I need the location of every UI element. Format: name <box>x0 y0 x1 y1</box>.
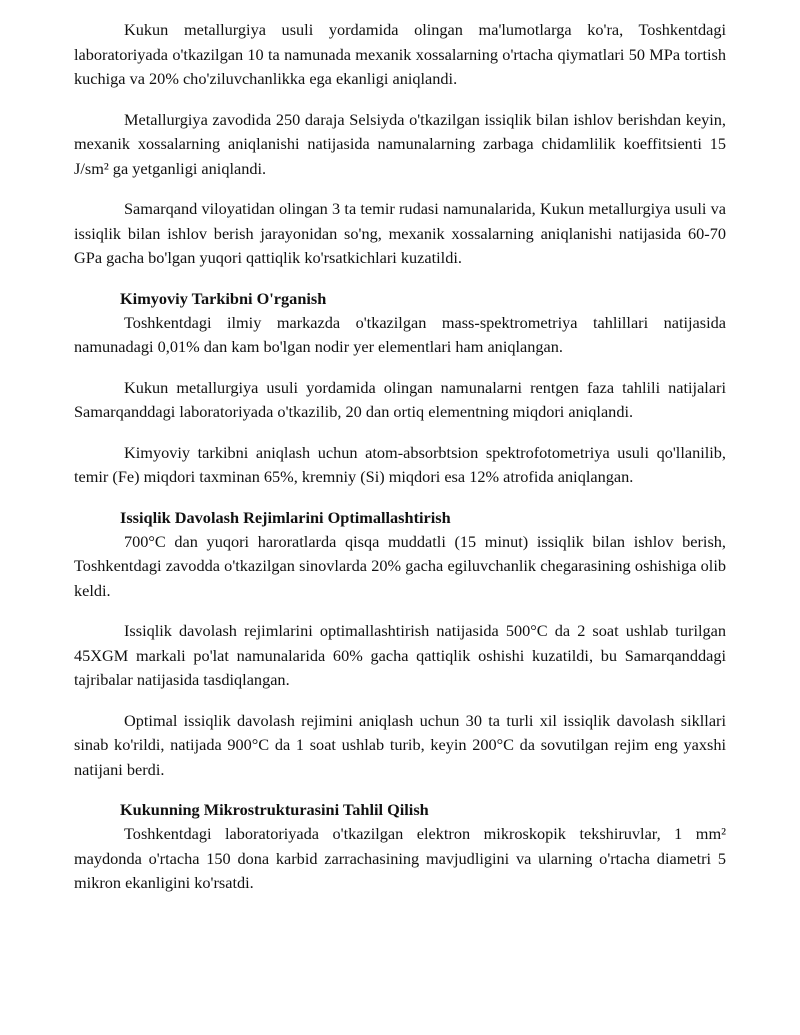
chemical-paragraph-1: Toshkentdagi ilmiy markazda o'tkazilgan mass-spektrometriya tahlillari natijasida namunadagi 0,01% dan kam bo'lgan nodir yer elementlari ham aniqlangan. <box>74 312 726 356</box>
heat-paragraph-1: 700°C dan yuqori haroratlarda qisqa muddatli (15 minut) issiqlik bilan ishlov berish, Toshkentdagi zavodda o'tkazilgan sinovlarda 20% gacha egiluvchanlik chegarasining oshishiga olib keldi. <box>74 531 726 600</box>
microstructure-paragraph-1: Toshkentdagi laboratoriyada o'tkazilgan elektron mikroskopik tekshiruvlar, 1 mm² maydonda o'rtacha 150 dona karbid zarrachasining mavjudligini va ularning o'rtacha diametri 5 mikron ekanligini ko'rsatdi. <box>74 824 726 892</box>
section-heading-chemical-composition: Kimyoviy Tarkibni O'rganish <box>120 288 327 308</box>
heat-paragraph-2: Issiqlik davolash rejimlarini optimallashtirish natijasida 500°C da 2 soat ushlab turilgan 45XGM markali po'lat namunalarida 60% gacha qattiqlik oshishi kuzatildi, bu Samarqanddagi tajribalar natijasida tasdiqlangan. <box>74 621 726 689</box>
intro-paragraph-1: Kukun metallurgiya usuli yordamida olingan ma'lumotlarga ko'ra, Toshkentdagi laboratoriyada o'tkazilgan 10 ta namunada mexanik xossalarning o'rtacha qiymatlari 50 MPa tortish kuchiga va 20% cho'ziluvchanlikka ega ekanligi aniqlandi. <box>74 20 726 88</box>
chemical-paragraph-3: Kimyoviy tarkibni aniqlash uchun atom-absorbtsion spektrofotometriya usuli qo'llanilib, temir (Fe) miqdori taxminan 65%, kremniy (Si) miqdori esa 12% atrofida aniqlangan. <box>74 442 726 486</box>
intro-paragraph-3: Samarqand viloyatidan olingan 3 ta temir rudasi namunalarida, Kukun metallurgiya usuli va issiqlik bilan ishlov berish jarayonidan so'ng, mexanik xossalarning aniqlanishi natijasida 60-70 GPa gacha bo'lgan yuqori qattiqlik ko'rsatkichlari kuzatildi. <box>74 199 726 267</box>
chemical-paragraph-2: Kukun metallurgiya usuli yordamida olingan namunalarni rentgen faza tahlili natijalari Samarqanddagi laboratoriyada o'tkazilib, 20 dan ortiq elementning miqdori aniqlandi. <box>74 377 726 421</box>
heat-paragraph-3: Optimal issiqlik davolash rejimini aniqlash uchun 30 ta turli xil issiqlik davolash sikllari sinab ko'rildi, natijada 900°C da 1 soat ushlab turib, keyin 200°C da sovutilgan rejim eng yaxshi natijani berdi. <box>74 710 726 779</box>
section-heading-heat-treatment: Issiqlik Davolash Rejimlarini Optimallashtirish <box>120 507 451 527</box>
document-page <box>74 18 726 912</box>
section-heading-microstructure: Kukunning Mikrostrukturasini Tahlil Qilish <box>120 800 429 819</box>
intro-paragraph-2: Metallurgiya zavodida 250 daraja Selsiyda o'tkazilgan issiqlik bilan ishlov berishdan keyin, mexanik xossalarning aniqlanishi natijasida namunalarning zarbaga chidamlilik koeffitsienti 15 J/sm² ga yetganligi aniqlandi. <box>74 109 726 178</box>
